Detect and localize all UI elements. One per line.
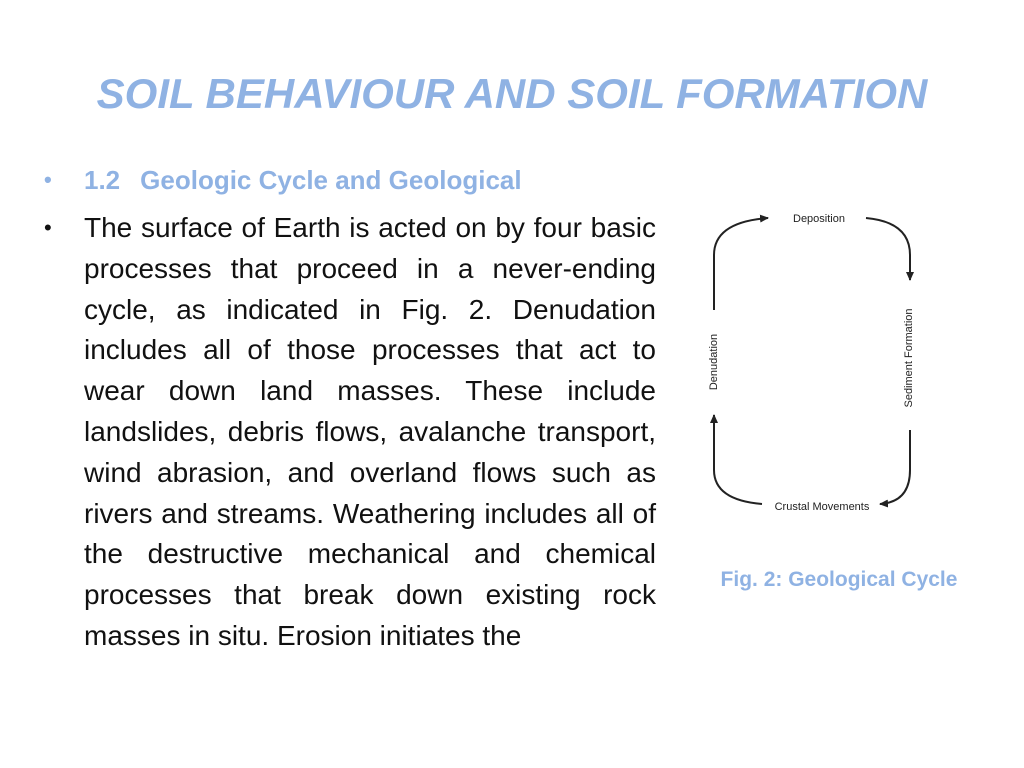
label-deposition: Deposition	[793, 213, 845, 225]
label-sediment-formation: Sediment Formation	[903, 308, 915, 408]
figure-caption: Fig. 2: Geological Cycle	[720, 568, 958, 591]
arrow-sediment-to-crustal	[880, 430, 910, 504]
arrow-denudation-to-deposition	[714, 218, 768, 310]
label-crustal-movements: Crustal Movements	[774, 501, 870, 513]
body-paragraph: The surface of Earth is acted on by four basic processes that proceed in a never-ending cycle, as indicated in Fig. 2. Denudation includes all of those processes that act to wear down land masses. These include landslides, debris flows, avalanche transport, wind abrasion, and overland flows such as rivers and streams. Weathering includes all of the destructive mechanical and chemical processes that break down existing rock masses in situ. Erosion initiates the	[84, 212, 656, 651]
slide-title: SOIL BEHAVIOUR AND SOIL FORMATION	[96, 70, 928, 117]
body-paragraph-bullet	[44, 208, 656, 657]
section-title: Geologic Cycle and Geological	[140, 165, 522, 195]
arrow-crustal-to-denudation	[714, 415, 762, 504]
section-heading-bullet	[44, 160, 656, 200]
bullet-list	[44, 160, 656, 657]
label-denudation: Denudation	[708, 333, 720, 391]
section-number: 1.2	[84, 165, 121, 195]
arrow-deposition-to-sediment	[866, 218, 910, 280]
bullet-dot: •	[44, 167, 52, 192]
bullet-dot: •	[44, 215, 52, 240]
geological-cycle-diagram	[690, 200, 940, 530]
